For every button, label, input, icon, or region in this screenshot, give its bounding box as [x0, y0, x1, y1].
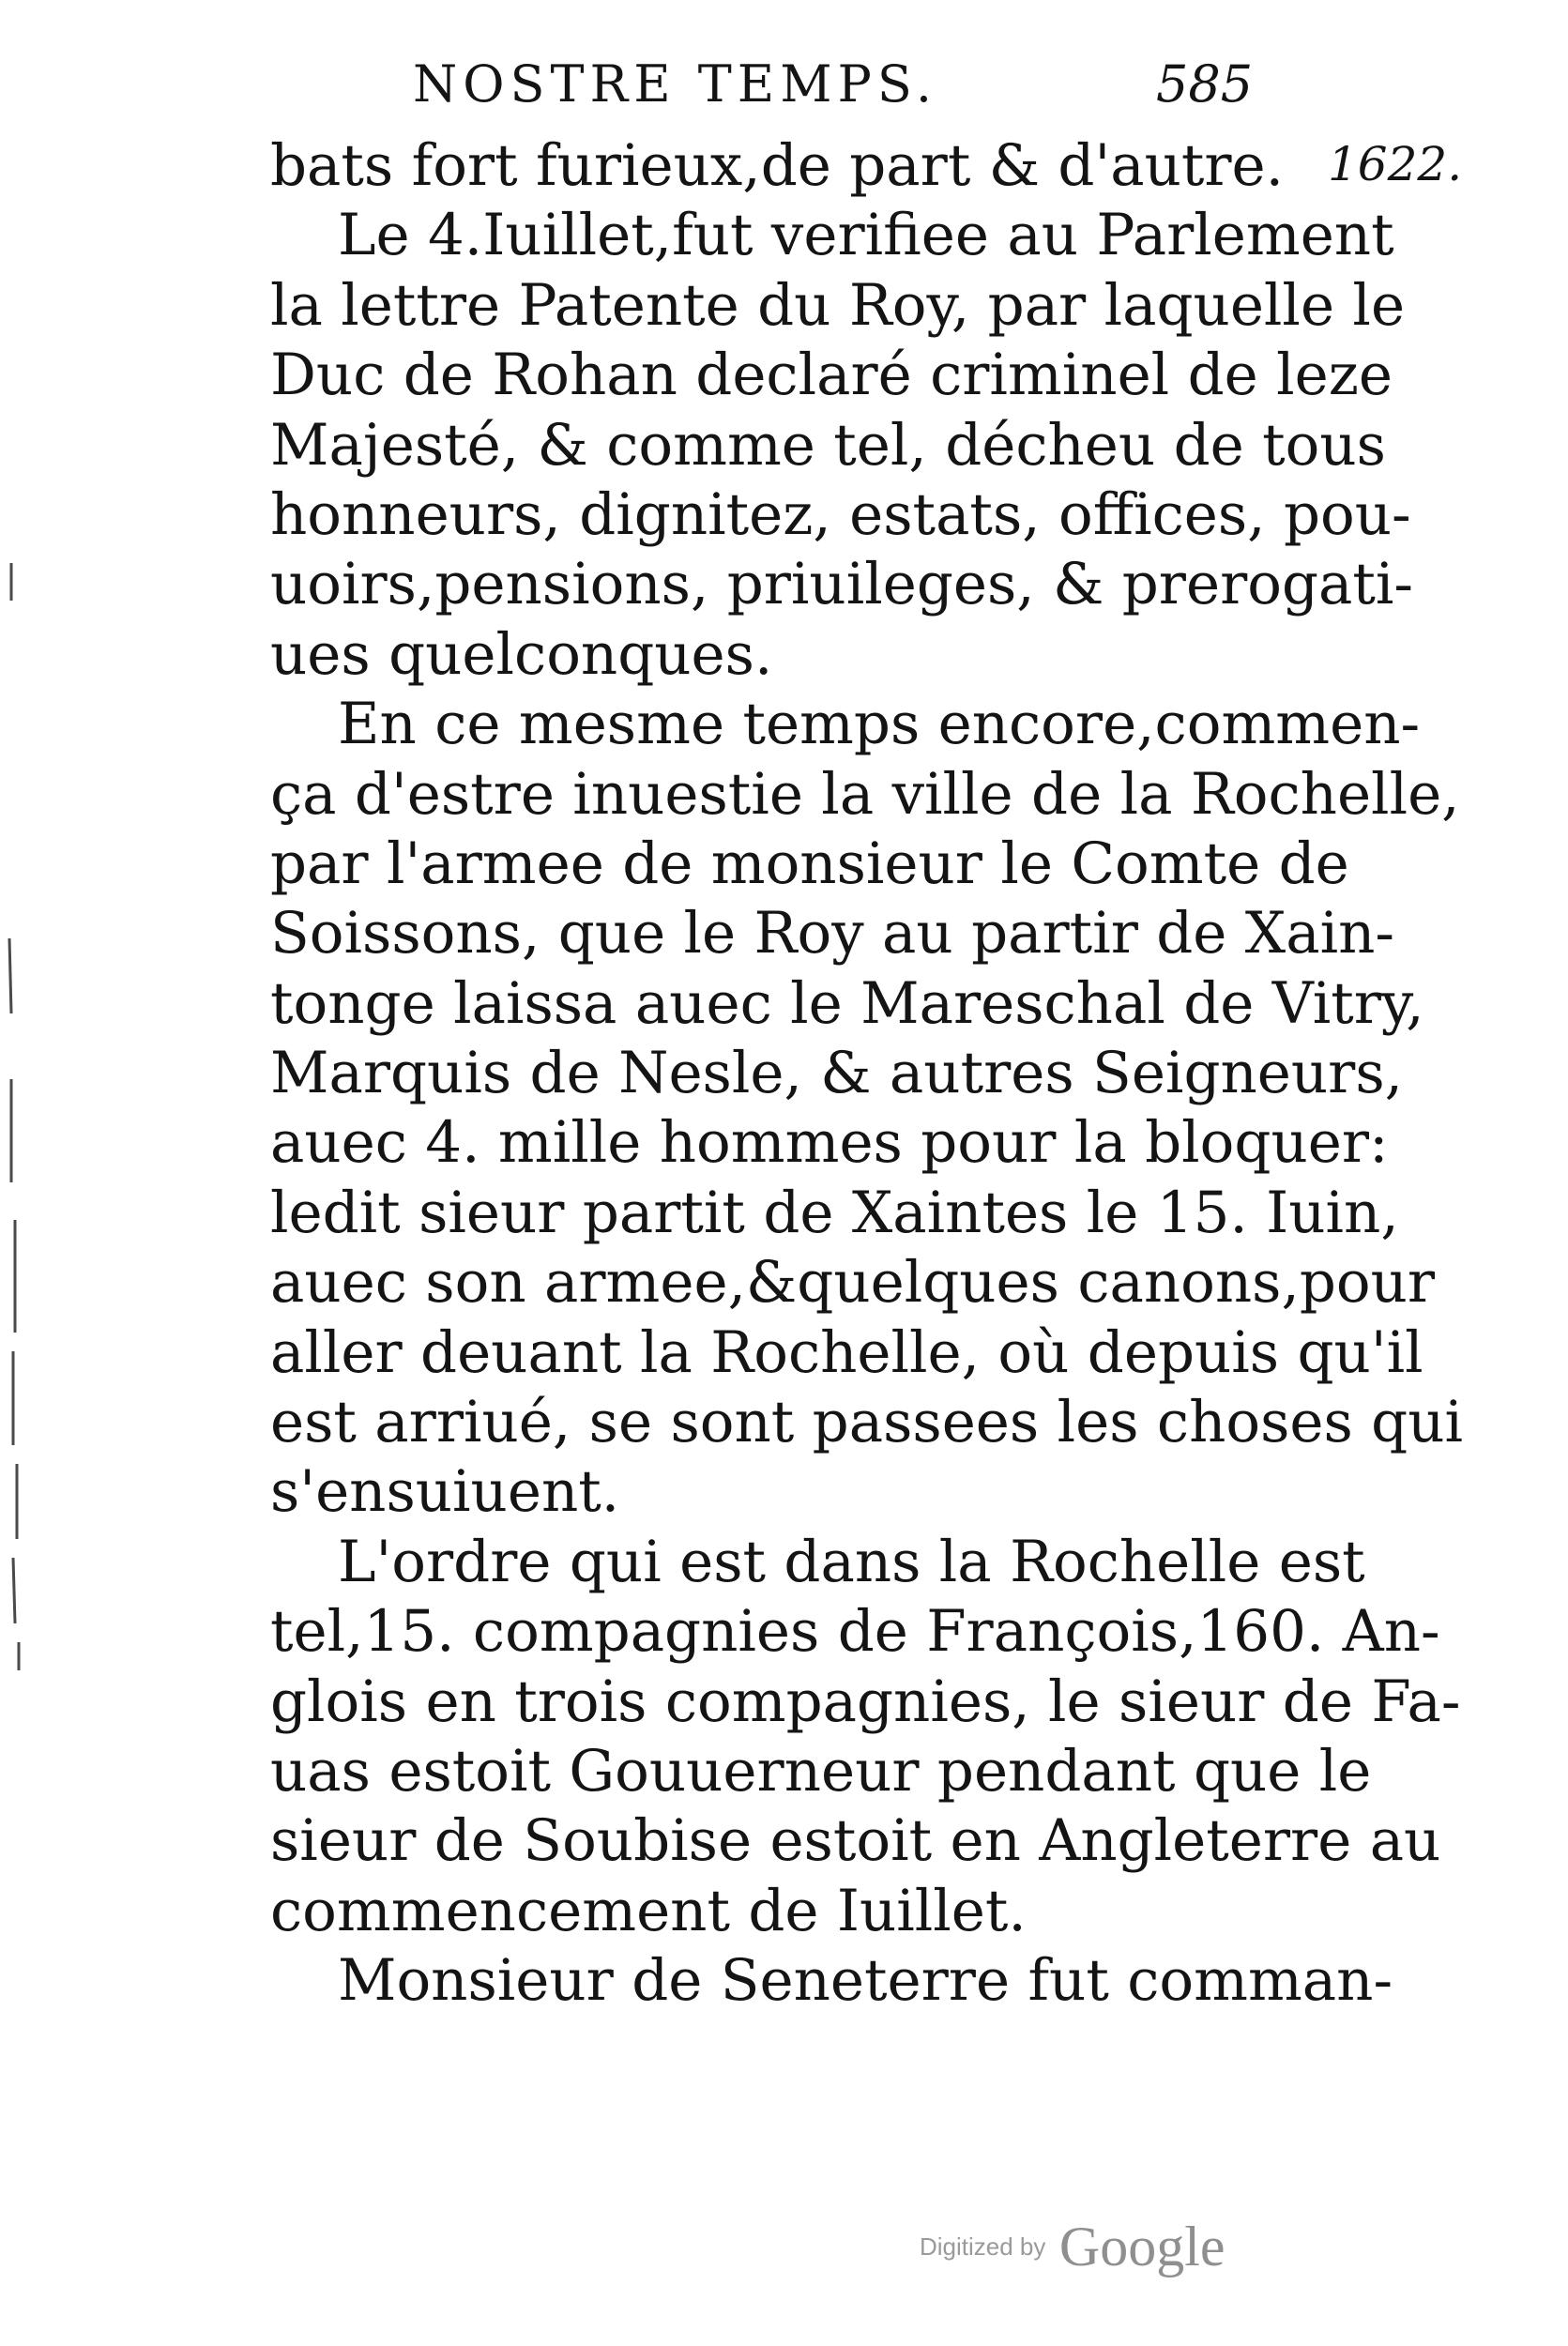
text-line: En ce mesme temps encore,commen- — [338, 691, 1421, 758]
text-line: tonge laissa auec le Mareschal de Vitry, — [270, 969, 1424, 1037]
text-line: Duc de Rohan declaré criminel de leze — [270, 342, 1393, 409]
text-line: auec 4. mille hommes pour la bloquer: — [270, 1109, 1389, 1177]
text-line: honneurs, dignitez, estats, offices, pou- — [270, 480, 1411, 548]
text-line: uoirs,pensions, priuileges, & prerogati- — [270, 551, 1414, 618]
text-line: Majesté, & comme tel, décheu de tous — [270, 411, 1386, 479]
page-number: 585 — [1156, 54, 1254, 114]
text-line: la lettre Patente du Roy, par laquelle le — [270, 271, 1406, 339]
running-head: NOSTRE TEMPS. — [413, 54, 938, 114]
text-line: Marquis de Nesle, & autres Seigneurs, — [270, 1040, 1404, 1107]
text-line: Le 4.Iuillet,fut verifiee au Parlement — [338, 202, 1394, 269]
text-line: Monsieur de Seneterre fut comman- — [338, 1947, 1393, 2015]
google-logo: Google — [1058, 2216, 1225, 2277]
text-line: tel,15. compagnies de François,160. An- — [270, 1598, 1440, 1666]
text-line: sieur de Soubise estoit en Angleterre au — [270, 1807, 1441, 1875]
text-line: aller deuant la Rochelle, où depuis qu'il — [270, 1318, 1423, 1386]
margin-year-note: 1622. — [1328, 137, 1463, 191]
text-line: bats fort furieux,de part & d'autre. — [270, 132, 1285, 199]
digitized-label: Digitized by — [920, 2232, 1046, 2261]
text-line: Soissons, que le Roy au partir de Xain- — [270, 900, 1394, 967]
text-line: ça d'estre inuestie la ville de la Rochelle, — [270, 760, 1460, 828]
text-line: s'ensuiuent. — [270, 1458, 620, 1526]
text-line: glois en trois compagnies, le sieur de Fa- — [270, 1668, 1461, 1735]
text-line: uas estoit Gouuerneur pendant que le — [270, 1737, 1372, 1805]
text-line: ledit sieur partit de Xaintes le 15. Iuin, — [270, 1179, 1399, 1246]
text-line: L'ordre qui est dans la Rochelle est — [338, 1528, 1365, 1595]
text-line: auec son armee,&quelques canons,pour — [270, 1249, 1436, 1317]
text-line: par l'armee de monsieur le Comte de — [270, 830, 1349, 897]
text-line: commencement de Iuillet. — [270, 1877, 1027, 1944]
text-line: ues quelconques. — [270, 620, 773, 688]
text-line: est arriué, se sont passees les choses qui — [270, 1389, 1464, 1456]
